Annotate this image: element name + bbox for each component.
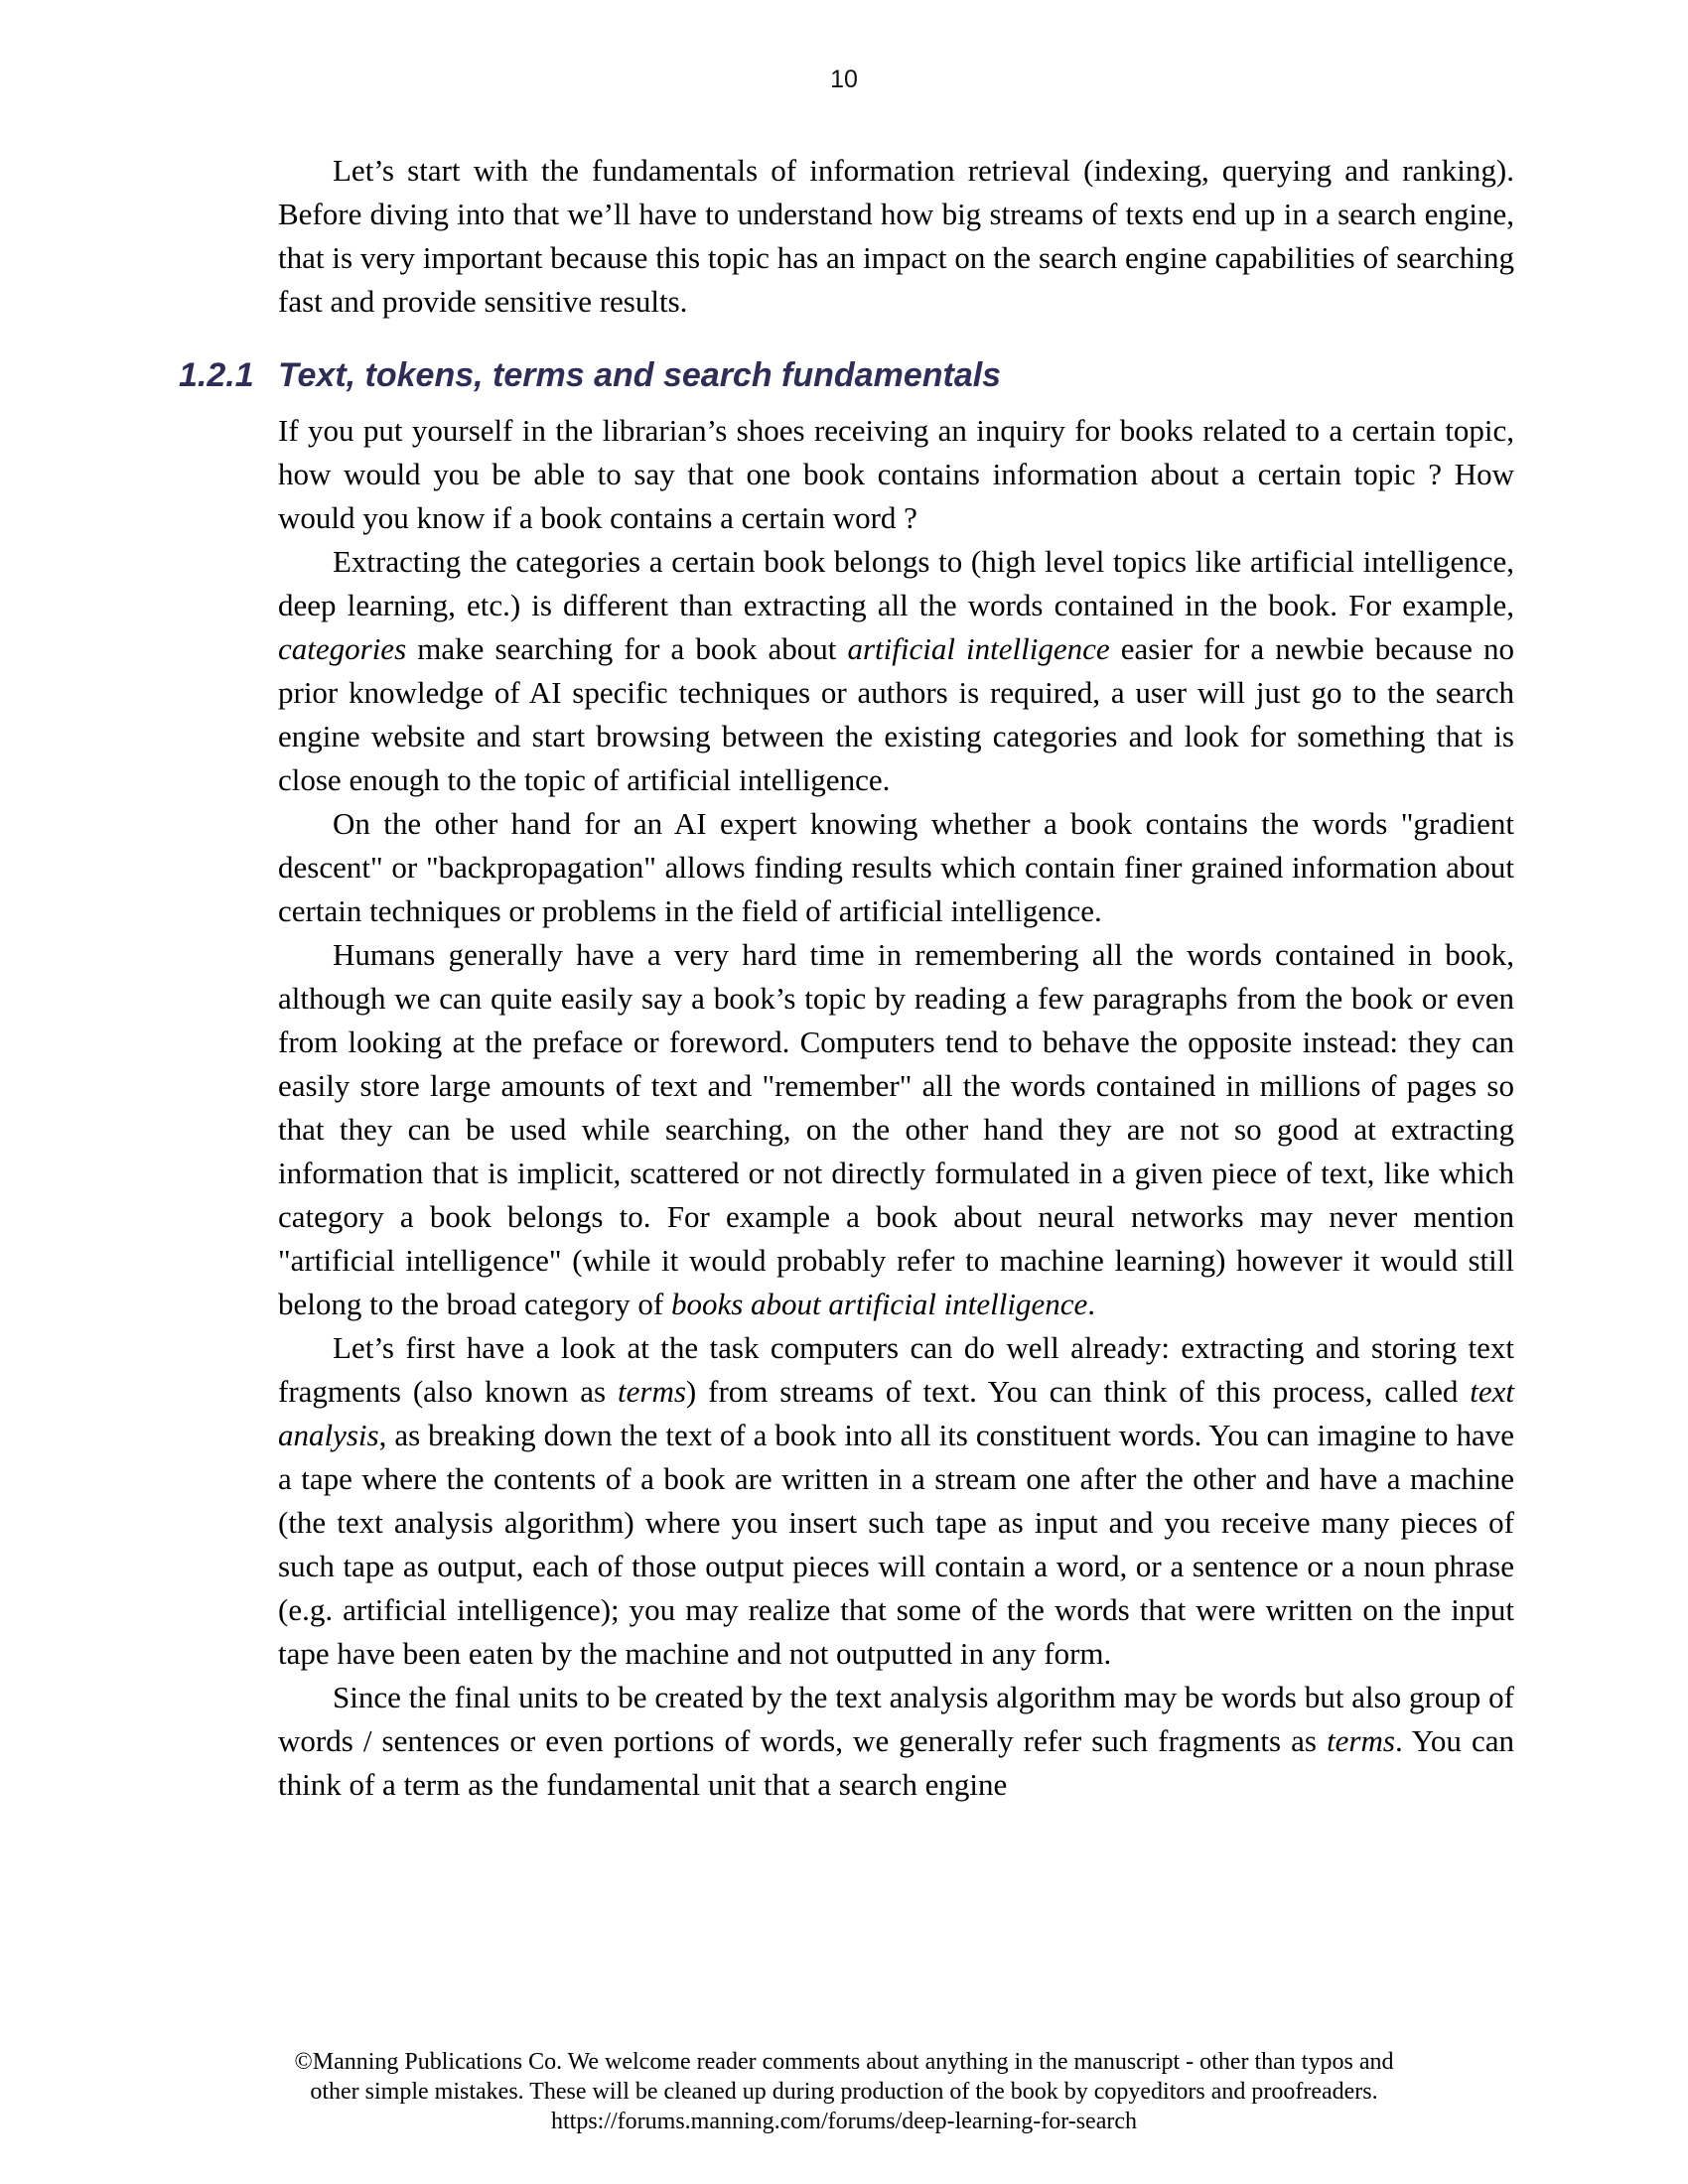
paragraph: If you put yourself in the librarian’s shoes receiving an inquiry for books related to a certain topic, how would you be able to say that one book contains information about a certain topic ? How would you know if a book contains a certain word ? <box>278 413 1514 535</box>
paragraph: Let’s start with the fundamentals of information retrieval (indexing, querying and ranking). Before diving into that we’ll have to understand how big streams of texts end up in a search engine, that is very important because this topic has an impact on the search engine capabilities of searching fast and provide sensitive results. <box>278 153 1514 319</box>
paragraph: Let’s first have a look at the task computers can do well already: extracting and storing text fragments (also known as terms) from streams of text. You can think of this process, called text analysis, as breaking down the text of a book into all its constituent words. You can imagine to have a tape where the contents of a book are written in a stream one after the other and have a machine (the text analysis algorithm) where you insert such tape as input and you receive many pieces of such tape as output, each of those output pieces will contain a word, or a sentence or a noun phrase (e.g. artificial intelligence); you may realize that some of the words that were written on the input tape have been eaten by the machine and not outputted in any form. <box>278 1330 1514 1671</box>
forum-link[interactable]: https://forums.manning.com/forums/deep-learning-for-search <box>550 2109 1137 2134</box>
paragraph: On the other hand for an AI expert knowing whether a book contains the words "gradient descent" or "backpropagation" allows finding results which contain finer grained information about certain techniques or problems in the field of artificial intelligence. <box>278 806 1514 928</box>
footer-line: other simple mistakes. These will be cleaned up during production of the book by copyeditors and proofreaders. <box>310 2079 1378 2105</box>
paragraph: Extracting the categories a certain book belongs to (high level topics like artificial intelligence, deep learning, etc.) is different than extracting all the words contained in the book. For example, categories make searching for a book about artificial intelligence easier for a newbie because no prior knowledge of AI specific techniques or authors is required, a user will just go to the search engine website and start browsing between the existing categories and look for something that is close enough to the topic of artificial intelligence. <box>278 544 1514 797</box>
page-footer <box>0 2047 1688 2136</box>
section-title: Text, tokens, terms and search fundamentals <box>278 356 1002 394</box>
section-heading <box>179 355 1514 395</box>
section-number: 1.2.1 <box>179 356 254 394</box>
page-body <box>179 149 1515 1807</box>
paragraph: Since the final units to be created by the text analysis algorithm may be words but also group of words / sentences or even portions of words, we generally refer such fragments as terms. You can think of a term as the fundamental unit that a search engine <box>278 1680 1515 1802</box>
footer-line: ©Manning Publications Co. We welcome reader comments about anything in the manuscript - other than typos and <box>294 2049 1394 2075</box>
paragraph: Humans generally have a very hard time in remembering all the words contained in book, although we can quite easily say a book’s topic by reading a few paragraphs from the book or even from looking at the preface or foreword. Computers tend to behave the opposite instead: they can easily store large amounts of text and "remember" all the words contained in millions of pages so that they can be used while searching, on the other hand they are not so good at extracting information that is implicit, scattered or not directly formulated in a given piece of text, like which category a book belongs to. For example a book about neural networks may never mention "artificial intelligence" (while it would probably refer to machine learning) however it would still belong to the broad category of books about artificial intelligence. <box>278 937 1514 1321</box>
page-number: 10 <box>830 66 858 93</box>
